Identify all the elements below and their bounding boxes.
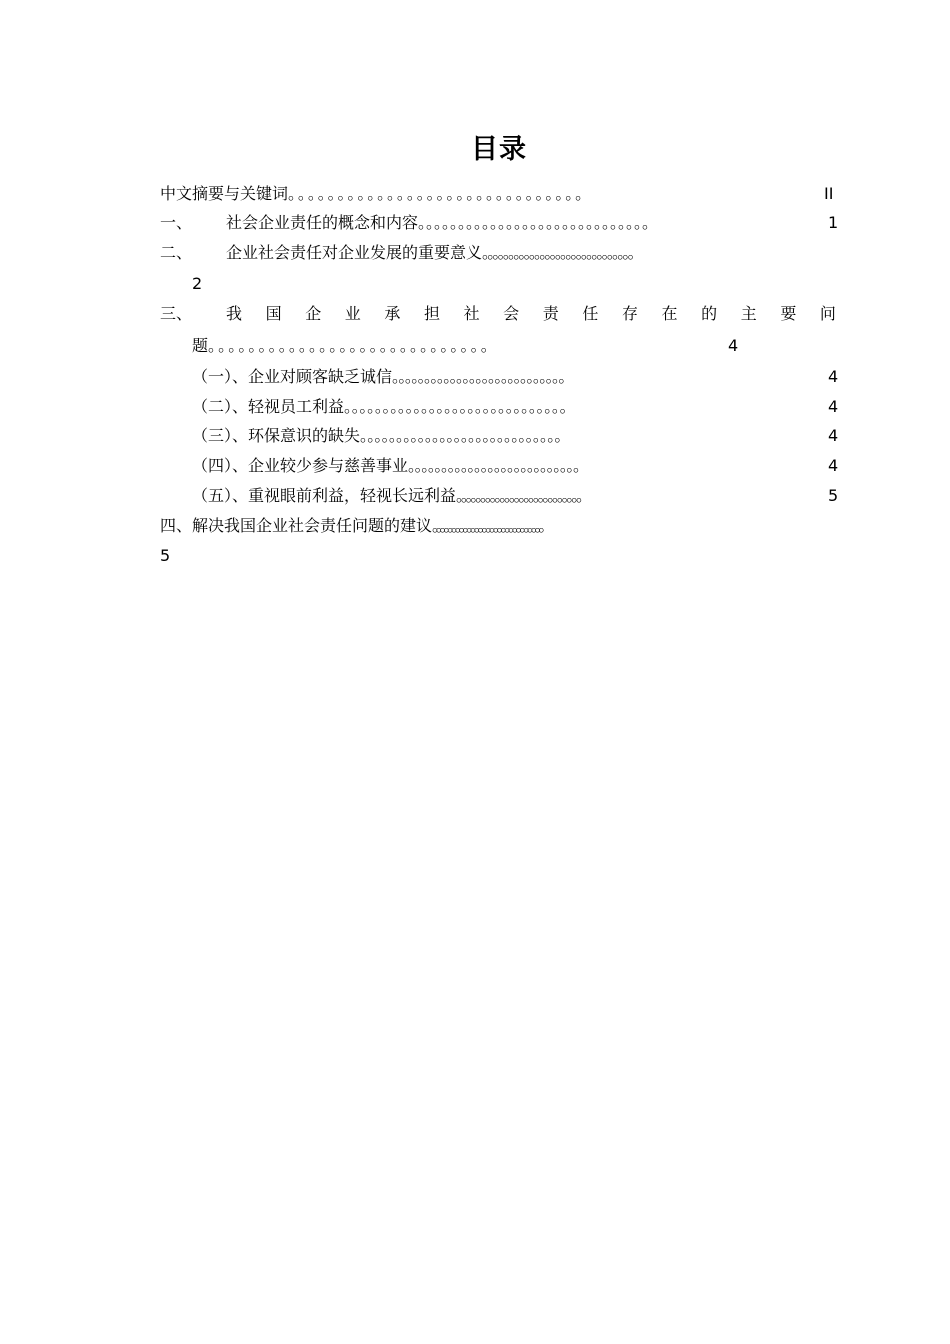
toc-entry-page: II — [824, 184, 834, 203]
toc-entry-chapter-3[interactable] — [226, 303, 836, 325]
toc-entry-text: 题 — [192, 336, 209, 355]
toc-char: 存 — [621, 304, 638, 323]
toc-entry-page: 5 — [160, 546, 171, 565]
toc-entry-text: 企业社会责任对企业发展的重要意义 — [226, 243, 483, 262]
toc-entry-leader: 。。。。。。。。。。。。。。。。。。。。。。。。。。。。。 — [418, 213, 659, 232]
toc-entry-leader: 。。。。。。。。。。。。。。。。。。。。。。。。。。 — [408, 456, 588, 475]
toc-entry-section-2[interactable] — [192, 396, 575, 418]
toc-entry-num: 二、 — [160, 243, 193, 262]
toc-entry-num: 一、 — [160, 213, 193, 232]
toc-entry-text: （五）、重视眼前利益，轻视长远利益 — [192, 486, 457, 505]
toc-entry-page: 4 — [828, 456, 839, 475]
toc-entry-leader: 。。。。。。。。。。。。。。。。。。。。。。。。。。 — [456, 486, 589, 505]
toc-entry-section-1[interactable] — [192, 366, 573, 388]
toc-char: 企 — [305, 304, 322, 323]
toc-char: 要 — [780, 304, 797, 323]
toc-entry-text: 四、解决我国企业社会责任问题的建议 — [160, 516, 433, 535]
toc-char: 担 — [423, 304, 440, 323]
toc-entry-abstract[interactable] — [160, 183, 593, 205]
toc-entry-chapter-2[interactable] — [226, 242, 641, 264]
toc-entry-text: （四）、企业较少参与慈善事业 — [192, 456, 409, 475]
toc-entry-leader: 。。。。。。。。。。。。。。。。。。。。。。。。。。。。。 — [482, 243, 641, 262]
toc-char: 国 — [265, 304, 282, 323]
toc-entry-page: 1 — [828, 213, 839, 232]
toc-entry-leader: 。。。。。。。。。。。。。。。。。。。。。。。。。。。。。 — [432, 516, 551, 535]
toc-char: 业 — [344, 304, 361, 323]
toc-entry-leader: 。。。。。。。。。。。。。。。。。。。。。。。。。。。。 — [360, 426, 570, 445]
toc-char: 承 — [384, 304, 401, 323]
toc-entry-text: 中文摘要与关键词 — [160, 184, 289, 203]
toc-char: 在 — [661, 304, 678, 323]
toc-char: 责 — [542, 304, 559, 323]
toc-char: 主 — [740, 304, 757, 323]
toc-char: 的 — [701, 304, 718, 323]
toc-entry-chapter-1[interactable] — [226, 212, 658, 234]
toc-entry-leader: 。。。。。。。。。。。。。。。。。。。。。。。。。。。 — [392, 367, 573, 386]
toc-char: 任 — [582, 304, 599, 323]
toc-char: 我 — [226, 304, 243, 323]
toc-entry-page: 2 — [192, 274, 203, 293]
toc-entry-text: （三）、环保意识的缺失 — [192, 426, 361, 445]
toc-entry-page: 4 — [828, 367, 839, 386]
toc-entry-num: 三、 — [160, 304, 193, 323]
toc-entry-leader: 。。。。。。。。。。。。。。。。。。。。。。。。。。。。 — [208, 336, 499, 355]
toc-entry-section-3[interactable] — [192, 425, 570, 447]
toc-char: 问 — [819, 304, 836, 323]
toc-entry-page: 4 — [728, 336, 739, 355]
toc-entry-text: （二）、轻视员工利益 — [192, 397, 345, 416]
toc-entry-chapter-4[interactable] — [160, 515, 550, 537]
toc-entry-text: 社会企业责任的概念和内容 — [226, 213, 419, 232]
toc-entry-text: （一）、企业对顾客缺乏诚信 — [192, 367, 393, 386]
toc-title: 目录 — [471, 134, 527, 165]
toc-entry-section-5[interactable] — [192, 485, 589, 507]
toc-entry-section-4[interactable] — [192, 455, 588, 477]
toc-char: 会 — [503, 304, 520, 323]
toc-entry-leader: 。。。。。。。。。。。。。。。。。。。。。。。。。。。。。 — [344, 397, 576, 416]
toc-entry-chapter-3-cont[interactable] — [192, 335, 499, 357]
toc-entry-page: 4 — [828, 397, 839, 416]
toc-char: 社 — [463, 304, 480, 323]
toc-entry-leader: 。。。。。。。。。。。。。。。。。。。。。。。。。。。。。。 — [288, 184, 594, 203]
toc-entry-page: 5 — [828, 486, 839, 505]
toc-entry-page: 4 — [828, 426, 839, 445]
